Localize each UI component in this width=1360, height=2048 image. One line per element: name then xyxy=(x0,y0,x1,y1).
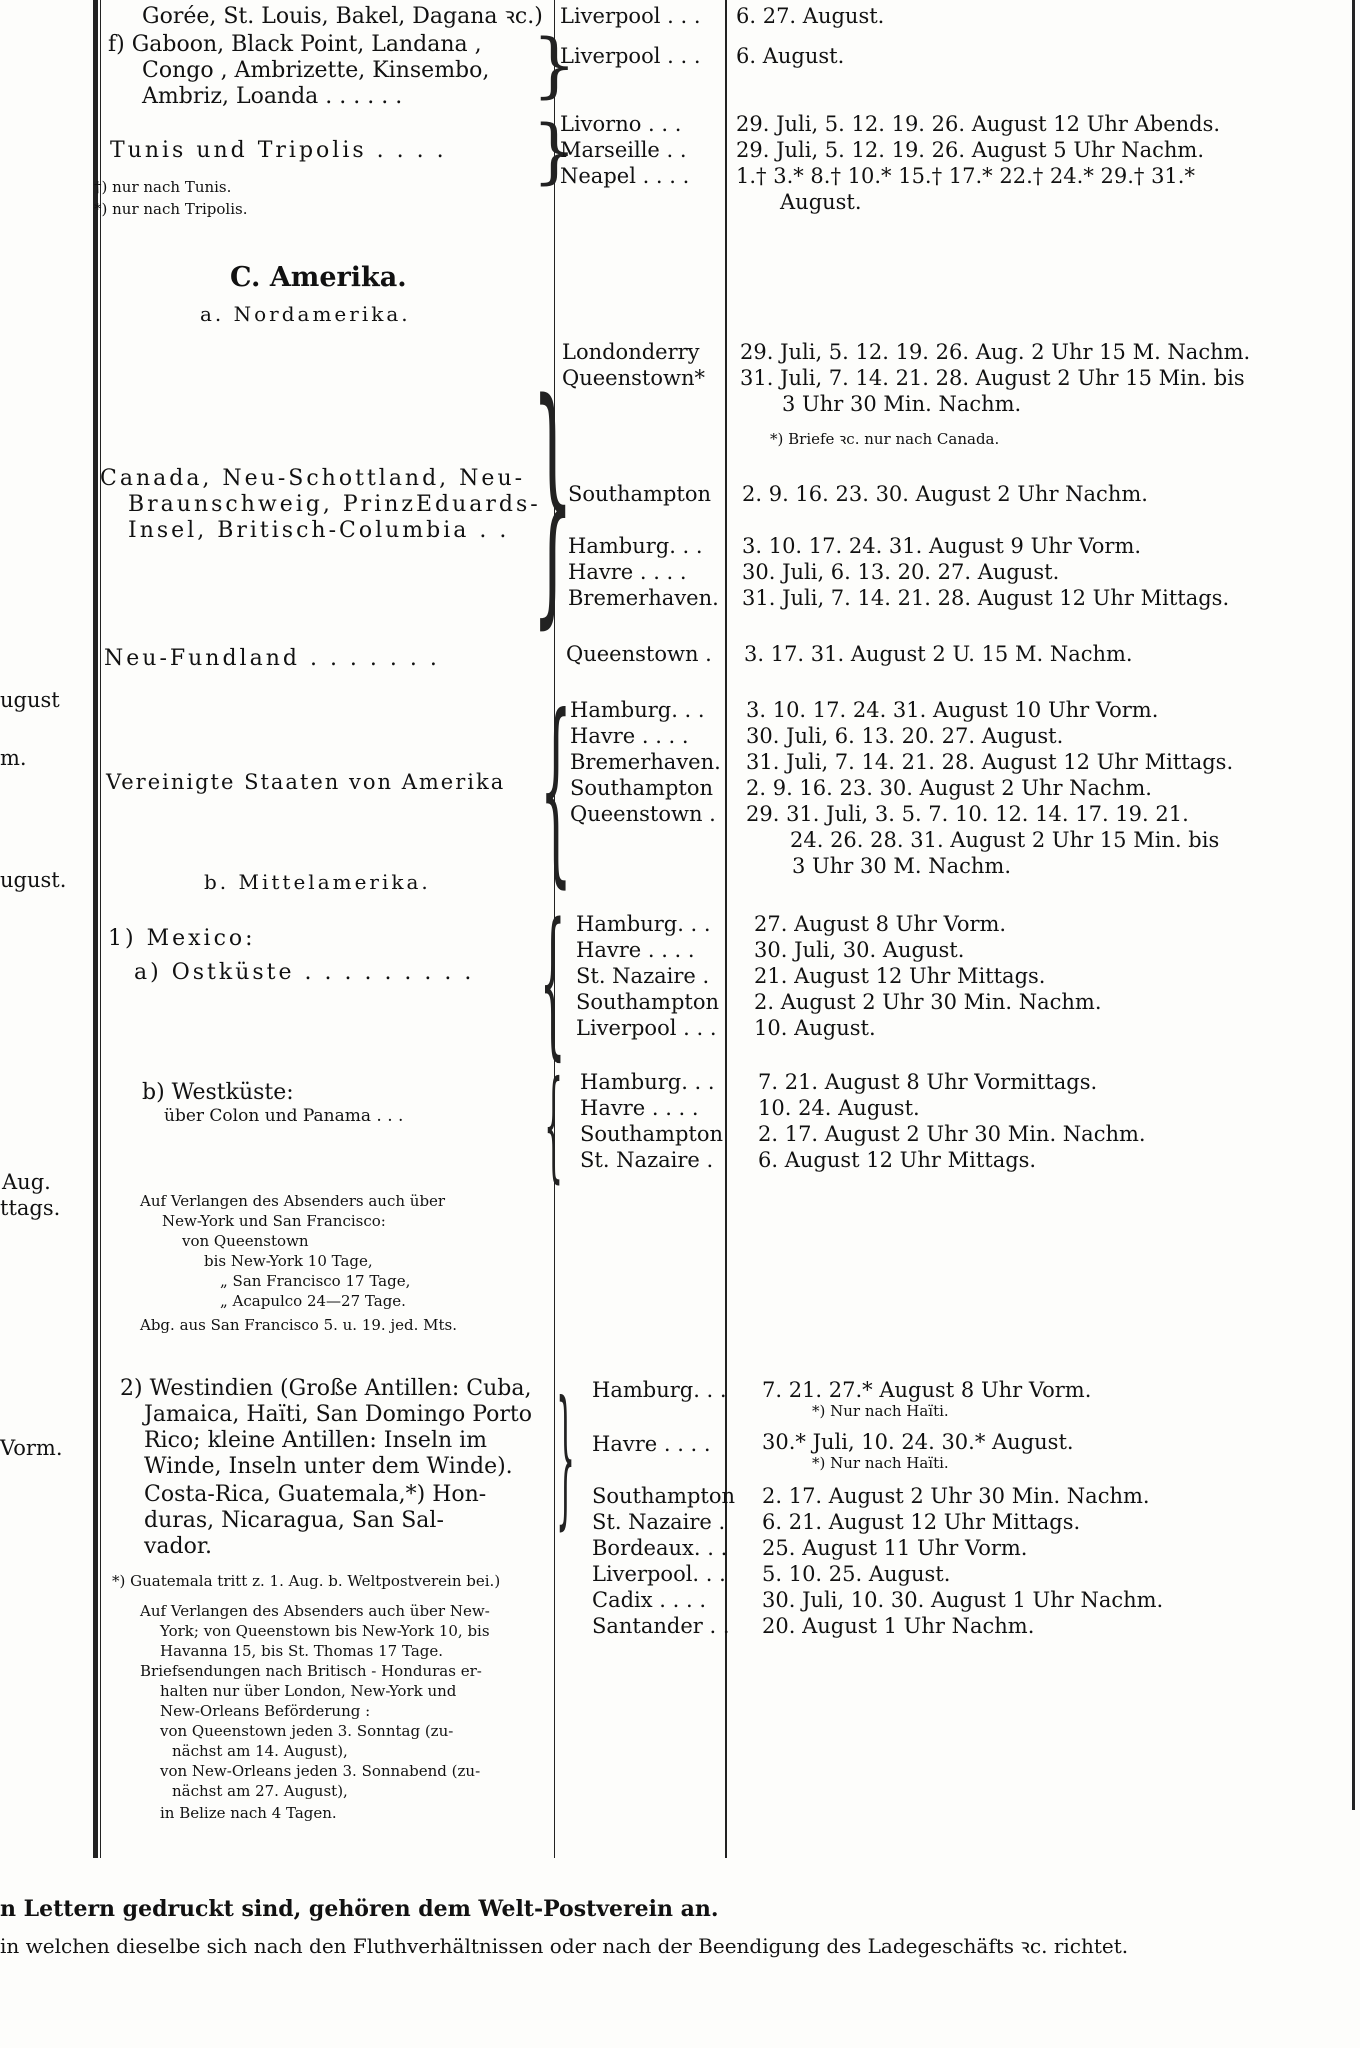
canada-note: *) Briefe ꝛc. nur nach Canada. xyxy=(770,430,1000,448)
guatemala-footnote: *) Guatemala tritt z. 1. Aug. b. Weltpostverein bei.) xyxy=(112,1572,501,1590)
note-line: nächst am 27. August), xyxy=(172,1782,348,1800)
note-line: York; von Queenstown bis New-York 10, bis xyxy=(160,1622,490,1640)
brace: { xyxy=(540,673,572,906)
dates-marseille: 29. Juli, 5. 12. 19. 26. August 5 Uhr Nachm. xyxy=(736,138,1205,162)
dates-bremerhaven: 31. Juli, 7. 14. 21. 28. August 12 Uhr Mittags. xyxy=(742,586,1230,610)
port-havre: Havre . . . . xyxy=(568,560,687,584)
dates-neapel-cont: August. xyxy=(780,190,862,214)
column-rule-right xyxy=(1352,0,1355,1810)
port-havre: Havre . . . . xyxy=(570,724,689,748)
note-line: „ Acapulco 24—27 Tage. xyxy=(220,1292,406,1310)
port-queenstown: Queenstown . xyxy=(570,802,716,826)
canada-destination-line3: Insel, Britisch-Columbia . . xyxy=(128,518,510,543)
gaboon-destination-line3: Ambriz, Loanda . . . . . . xyxy=(142,84,403,109)
tunis-note: †) nur nach Tunis. xyxy=(94,178,232,196)
port-bordeaux: Bordeaux. . . xyxy=(592,1536,728,1560)
brace: { xyxy=(544,1056,564,1195)
edge-fragment: Aug. xyxy=(2,1170,51,1194)
dates-queenstown-cont: 3 Uhr 30 Min. Nachm. xyxy=(782,392,1022,416)
edge-fragment: ttags. xyxy=(0,1196,61,1220)
port-st-nazaire: St. Nazaire . xyxy=(576,964,710,988)
dates-southampton: 2. 17. August 2 Uhr 30 Min. Nachm. xyxy=(762,1484,1150,1508)
subheading-central-america: b. Mittelamerika. xyxy=(204,870,431,894)
dates-queenstown: 31. Juli, 7. 14. 21. 28. August 2 Uhr 15 Min. bis xyxy=(740,366,1245,390)
port-havre: Havre . . . . xyxy=(580,1096,699,1120)
edge-fragment: m. xyxy=(0,746,27,770)
dates-st-nazaire: 21. August 12 Uhr Mittags. xyxy=(754,964,1046,988)
dates-newfoundland: 3. 17. 31. August 2 U. 15 M. Nachm. xyxy=(744,642,1133,666)
brace: } xyxy=(532,24,577,106)
brace: } xyxy=(532,349,574,651)
port-southampton: Southampton xyxy=(592,1484,736,1508)
dates-bremerhaven: 31. Juli, 7. 14. 21. 28. August 12 Uhr Mittags. xyxy=(746,750,1234,774)
port-hamburg: Hamburg. . . xyxy=(580,1070,715,1094)
port-hamburg: Hamburg. . . xyxy=(570,698,705,722)
westindies-line: Rico; kleine Antillen: Inseln im xyxy=(144,1428,488,1453)
note-line: Auf Verlangen des Absenders auch über New- xyxy=(140,1602,490,1620)
mexico-destination: 1) Mexico: xyxy=(108,926,256,951)
note-line: von New-Orleans jeden 3. Sonnabend (zu- xyxy=(160,1762,481,1780)
dates-cadix: 30. Juli, 10. 30. August 1 Uhr Nachm. xyxy=(762,1588,1164,1612)
mexico-east-coast: a) Ostküste . . . . . . . . . xyxy=(134,960,475,985)
port-liverpool: Liverpool. . . xyxy=(592,1562,726,1586)
note-line: von Queenstown jeden 3. Sonntag (zu- xyxy=(160,1722,454,1740)
dates-queenstown: 29. 31. Juli, 3. 5. 7. 10. 12. 14. 17. 19. 21. xyxy=(746,802,1189,826)
dates-livorno: 29. Juli, 5. 12. 19. 26. August 12 Uhr Abends. xyxy=(736,112,1221,136)
dates-bordeaux: 25. August 11 Uhr Vorm. xyxy=(762,1536,1028,1560)
note-line: Havanna 15, bis St. Thomas 17 Tage. xyxy=(160,1642,444,1660)
dates-santander: 20. August 1 Uhr Nachm. xyxy=(762,1614,1035,1638)
tripolis-note: *) nur nach Tripolis. xyxy=(94,200,248,218)
port-neapel: Neapel . . . . xyxy=(560,164,690,188)
dates-hamburg: 3. 10. 17. 24. 31. August 10 Uhr Vorm. xyxy=(746,698,1159,722)
dates-londonderry: 29. Juli, 5. 12. 19. 26. Aug. 2 Uhr 15 M. Nachm. xyxy=(740,340,1251,364)
dates-st-nazaire: 6. August 12 Uhr Mittags. xyxy=(758,1148,1037,1172)
dates-southampton: 2. 17. August 2 Uhr 30 Min. Nachm. xyxy=(758,1122,1146,1146)
note-line: Briefsendungen nach Britisch - Honduras er- xyxy=(140,1662,482,1680)
section-heading-america: C. Amerika. xyxy=(230,262,407,293)
newfoundland-destination: Neu-Fundland . . . . . . . xyxy=(104,646,440,671)
edge-fragment: Vorm. xyxy=(0,1436,63,1460)
footer-line-2: in welchen dieselbe sich nach den Fluthverhältnissen oder nach der Beendigung des Ladegeschäfts ꝛc. richtet. xyxy=(0,1934,1129,1958)
port-hamburg: Hamburg. . . xyxy=(592,1378,727,1402)
westindies-line: 2) Westindien (Große Antillen: Cuba, xyxy=(120,1376,532,1401)
note-line: Auf Verlangen des Absenders auch über xyxy=(140,1192,446,1210)
port-bremerhaven: Bremerhaven. xyxy=(570,750,721,774)
port-hamburg: Hamburg. . . xyxy=(576,912,711,936)
dates-havre: 30. Juli, 6. 13. 20. 27. August. xyxy=(746,724,1064,748)
note-line: halten nur über London, New-York und xyxy=(160,1682,457,1700)
port-queenstown: Queenstown* xyxy=(562,366,705,390)
canada-destination: Canada, Neu-Schottland, Neu- xyxy=(100,466,526,491)
mexico-west-coast: b) Westküste: xyxy=(142,1080,294,1105)
dates-hamburg: 7. 21. August 8 Uhr Vormittags. xyxy=(758,1070,1098,1094)
brace: } xyxy=(532,110,577,192)
canada-destination-line2: Braunschweig, PrinzEduards- xyxy=(128,492,541,517)
dates-queenstown-cont: 24. 26. 28. 31. August 2 Uhr 15 Min. bis xyxy=(790,828,1220,852)
dates-hamburg: 7. 21. 27.* August 8 Uhr Vorm. xyxy=(762,1378,1092,1402)
westindies-line: vador. xyxy=(144,1534,212,1559)
subheading-north-america: a. Nordamerika. xyxy=(200,302,411,326)
brace: } xyxy=(556,1370,576,1544)
note-line: „ San Francisco 17 Tage, xyxy=(220,1272,411,1290)
port-cadix: Cadix . . . . xyxy=(592,1588,706,1612)
port-londonderry: Londonderry xyxy=(562,340,700,364)
dates-hamburg: 3. 10. 17. 24. 31. August 9 Uhr Vorm. xyxy=(742,534,1142,558)
dates-hamburg: 27. August 8 Uhr Vorm. xyxy=(754,912,1007,936)
edge-fragment: ugust. xyxy=(0,868,67,892)
gaboon-destination-line2: Congo , Ambrizette, Kinsembo, xyxy=(142,58,490,83)
port-hamburg: Hamburg. . . xyxy=(568,534,703,558)
gaboon-dates: 6. August. xyxy=(736,44,845,68)
port-santander: Santander . . xyxy=(592,1614,730,1638)
port-st-nazaire: St. Nazaire . xyxy=(592,1510,726,1534)
gaboon-destination: f) Gaboon, Black Point, Landana , xyxy=(108,32,482,57)
port-havre: Havre . . . . xyxy=(576,938,695,962)
note-line: in Belize nach 4 Tagen. xyxy=(160,1804,337,1822)
senegal-port: Liverpool . . . xyxy=(560,4,701,28)
dates-queenstown-cont2: 3 Uhr 30 M. Nachm. xyxy=(792,854,1011,878)
dates-southampton: 2. 9. 16. 23. 30. August 2 Uhr Nachm. xyxy=(746,776,1152,800)
port-southampton: Southampton xyxy=(580,1122,724,1146)
note-line: von Queenstown xyxy=(182,1232,309,1250)
dates-southampton: 2. August 2 Uhr 30 Min. Nachm. xyxy=(754,990,1102,1014)
port-queenstown-newfoundland: Queenstown . xyxy=(566,642,712,666)
senegal-dates: 6. 27. August. xyxy=(736,4,885,28)
port-st-nazaire: St. Nazaire . xyxy=(580,1148,714,1172)
port-havre: Havre . . . . xyxy=(592,1432,711,1456)
note-line: Abg. aus San Francisco 5. u. 19. jed. Mts. xyxy=(140,1316,457,1334)
note-line: bis New-York 10 Tage, xyxy=(204,1252,373,1270)
gaboon-port: Liverpool . . . xyxy=(560,44,701,68)
dates-havre: 30. Juli, 30. August. xyxy=(754,938,965,962)
port-bremerhaven: Bremerhaven. xyxy=(568,586,719,610)
dates-havre: 30.* Juli, 10. 24. 30.* August. xyxy=(762,1430,1074,1454)
note-line: New-Orleans Beförderung : xyxy=(160,1702,371,1720)
dates-liverpool: 10. August. xyxy=(754,1016,876,1040)
column-rule-left xyxy=(93,0,98,1858)
port-southampton: Southampton xyxy=(570,776,714,800)
mexico-west-route: über Colon und Panama . . . xyxy=(164,1106,404,1126)
dates-havre: 10. 24. August. xyxy=(758,1096,920,1120)
column-rule-left-inner xyxy=(100,0,101,1858)
brace: { xyxy=(540,888,566,1075)
haiti-note: *) Nur nach Haïti. xyxy=(812,1454,949,1472)
westindies-line: Winde, Inseln unter dem Winde). xyxy=(144,1454,513,1479)
port-livorno: Livorno . . . xyxy=(560,112,682,136)
dates-havre: 30. Juli, 6. 13. 20. 27. August. xyxy=(742,560,1060,584)
dates-st-nazaire: 6. 21. August 12 Uhr Mittags. xyxy=(762,1510,1081,1534)
dates-neapel: 1.† 3.* 8.† 10.* 15.† 17.* 22.† 24.* 29.† 31.* xyxy=(736,164,1195,188)
senegal-destination: Gorée, St. Louis, Bakel, Dagana ꝛc.) xyxy=(142,4,543,29)
tunis-destination: Tunis und Tripolis . . . . xyxy=(110,138,447,163)
westindies-line: Costa-Rica, Guatemala,*) Hon- xyxy=(144,1482,487,1507)
note-line: New-York und San Francisco: xyxy=(162,1212,386,1230)
port-marseille: Marseille . . xyxy=(560,138,687,162)
note-line: nächst am 14. August), xyxy=(172,1742,348,1760)
port-southampton: Southampton xyxy=(568,482,712,506)
westindies-line: duras, Nicaragua, San Sal- xyxy=(144,1508,444,1533)
usa-destination: Vereinigte Staaten von Amerika xyxy=(106,770,506,794)
edge-fragment: ugust xyxy=(0,688,60,712)
port-southampton: Southampton xyxy=(576,990,720,1014)
footer-line-1: n Lettern gedruckt sind, gehören dem Welt-Postverein an. xyxy=(0,1896,719,1922)
dates-liverpool: 5. 10. 25. August. xyxy=(762,1562,951,1586)
dates-southampton: 2. 9. 16. 23. 30. August 2 Uhr Nachm. xyxy=(742,482,1148,506)
haiti-note: *) Nur nach Haïti. xyxy=(812,1402,949,1420)
port-liverpool: Liverpool . . . xyxy=(576,1016,717,1040)
westindies-line: Jamaica, Haïti, San Domingo Porto xyxy=(144,1402,532,1427)
